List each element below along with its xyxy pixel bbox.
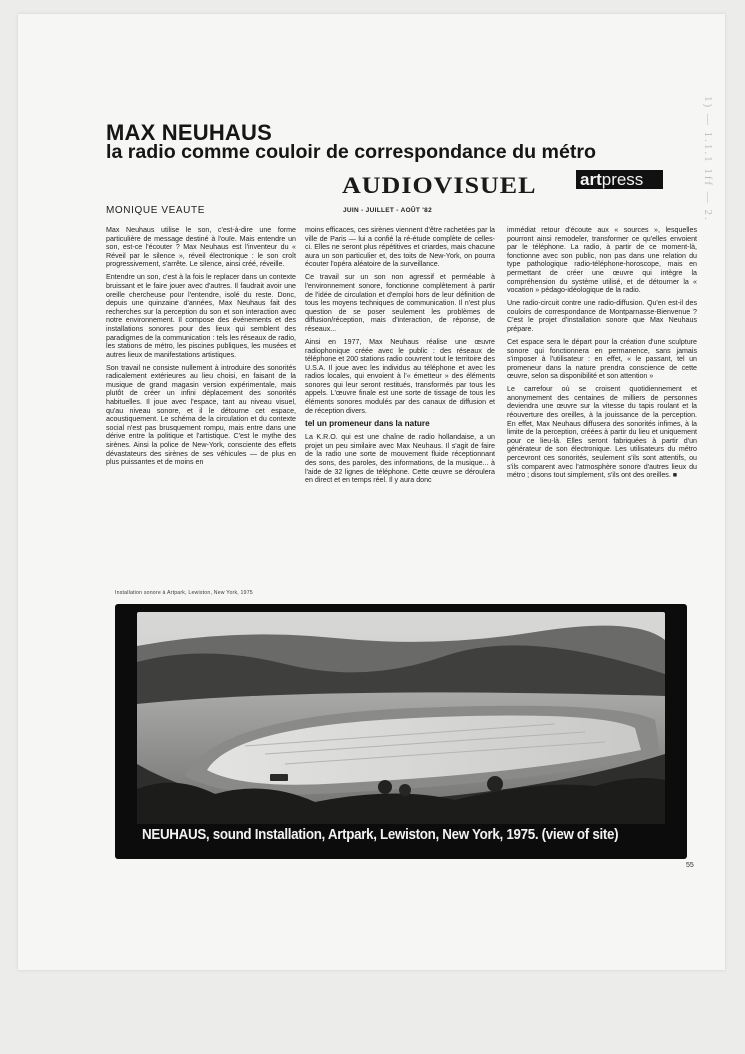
paragraph: Max Neuhaus utilise le son, c'est-à-dire une forme particulière de message destiné à l'ouïe. Mais entendre un son, est-ce l'écouter ? Max Neuhaus est l'inventeur du « Réveil par le silence », réveil électronique : le son croît progressivement, s'arrête. Le silence, ainsi créé, réveille. [106, 226, 296, 269]
article-subtitle: la radio comme couloir de correspondance du métro [106, 141, 596, 163]
artpark-landscape-image [115, 604, 687, 859]
artpress-logo [576, 170, 663, 189]
paragraph: Ainsi en 1977, Max Neuhaus réalise une œuvre radiophonique créée avec le public : des réseaux de téléphone et 200 stations radio couvrent tout le territoire des U.S.A. Il joue avec les individus au téléphone et avec les radios locales, qui envoient à l'« émetteur » des éléments sonores qui leur seront restitués, transformés par tous les appels. L'œuvre finale est une sorte de tissage de tous les éléments sonores modulés par des canaux de diffusion et de réception divers. [305, 337, 495, 415]
paragraph: La K.R.O. qui est une chaîne de radio hollandaise, a un projet un peu similaire avec Max Neuhaus. Il s'agit de faire de la radio une sorte de mouvement fluide réceptionnant des sons, des paroles, des informations, de la musique... à l'aide de 32 lignes de téléphone. Cette œuvre se déroulera en direct et en temps réel. Il y aura donc [305, 433, 495, 485]
margin-handwriting: 1) — 1.1.1 1ff — 2. [702, 96, 714, 222]
text-column-1 [106, 226, 296, 471]
logo-art: art [580, 170, 602, 189]
author-name: MONIQUE VEAUTE [106, 205, 205, 216]
paragraph: Entendre un son, c'est à la fois le replacer dans un contexte bruissant et le faire jouer avec d'autres. Il faudrait avoir une oreille chercheuse pour l'entendre, isolé du reste. Donc, depuis une quinzaine d'années, Max Neuhaus fait des recherches sur la perception du son et son interaction avec notre environnement. Il compose des événements et des installations sonores pour des lieux qui semblent des paradigmes de la communication : tels les réseaux de radio, les stations de métro, les piscines publiques, les musées et autres lieux de manifestations artistiques. [106, 273, 296, 359]
figure-credit: Installation sonore à Artpark, Lewiston, New York, 1975 [115, 590, 253, 596]
section-rubric: AUDIOVISUEL [342, 172, 537, 199]
paragraph: Une radio-circuit contre une radio-diffusion. Qu'en est-il des couloirs de correspondance de Montparnasse-Bienvenue ? C'est le projet d'installation sonore que Max Neuhaus prépare. [507, 299, 697, 333]
text-column-3 [507, 226, 697, 484]
page-number: 55 [686, 862, 694, 869]
paragraph: moins efficaces, ces sirènes viennent d'être rachetées par la ville de Paris — lui a confié la ré-étude complète de celles-ci. Elles ne seront plus répétitives et criardes, mais chacune aura un son particulier et, des toits de New-York, on pourra écouter l'opéra aléatoire de la surveillance. [305, 226, 495, 269]
paragraph: Le carrefour où se croisent quotidiennement et anonymement des centaines de milliers de personnes deviendra une œuvre sur la vitesse du tapis roulant et la réouverture des oreilles, à la jouissance de la perception. En effet, Max Neuhaus diffusera des sonorités infimes, à la limite de la perception, créées à partir du lieu et uniquement pour ce lieu-là. Elles seront fabriquées à partir d'un générateur de son électronique. Les utilisateurs du métro percevront ces sonorités, seulement s'ils sont attentifs, ou s'ils comparent avec l'atmosphère sonore d'autres lieux du métro ; disons tout simplement, s'ils ont des oreilles. ■ [507, 385, 697, 480]
photo-caption: NEUHAUS, sound Installation, Artpark, Lewiston, New York, 1975. (view of site) [142, 826, 619, 843]
section-heading: tel un promeneur dans la nature [305, 418, 430, 428]
paragraph: Ce travail sur un son non agressif et perméable à l'environnement sonore, fonctionne complètement à partir de l'idée de circulation et d'emploi hors de leur définition de tous les moyens techniques de communication. Il n'est plus question de se poser seulement les problèmes de diffusion/réception, mais d'interaction, de réponse, de réseaux... [305, 273, 495, 333]
logo-press: press [601, 170, 644, 189]
paragraph: immédiat retour d'écoute aux « sources », lesquelles pourront ainsi remodeler, transformer ce qu'elles envoient par le téléphone. La radio, à partir de ce moment-là, fonctionne avec son public, non pas dans une relation du type pathologique radio-téléphone-horoscope, mais en permettant de créer une œuvre qui intègre la compréhension du système utilisé, et de détourner la « vocation » pédago-idéologique de la radio. [507, 226, 697, 295]
paragraph: Cet espace sera le départ pour la création d'une sculpture sonore qui fonctionnera en permanence, sans jamais s'imposer à l'utilisateur : en effet, « le passant, tel un promeneur dans la nature prendra conscience de cette œuvre, selon sa disponibilité et son attention » [507, 337, 697, 381]
issue-date: JUIN - JUILLET - AOÛT '82 [343, 207, 432, 214]
paragraph: Son travail ne consiste nullement à introduire des sonorités radicalement extérieures au lieu choisi, en faisant de la musique de grand magasin version expérimentale, mais plutôt de créer un infini déplacement des sonorités habituelles. Il joue avec l'espace, tant au niveau visuel, qu'au niveau sonore, et il le détourne cet espace, acoustiquement. Le schéma de la circulation et du contexte social n'est pas brusquement rompu, mais entre dans une dérive entre la politique et l'artistique. C'est le mythe des sirènes. Ainsi la police de New-York, consciente des effets dévastateurs des sirènes de ses véhicules — de plus en plus puissantes et de moins en [106, 363, 296, 467]
text-column-2 [305, 226, 495, 489]
article-title: MAX NEUHAUS [106, 120, 272, 145]
site-photo [115, 604, 687, 859]
